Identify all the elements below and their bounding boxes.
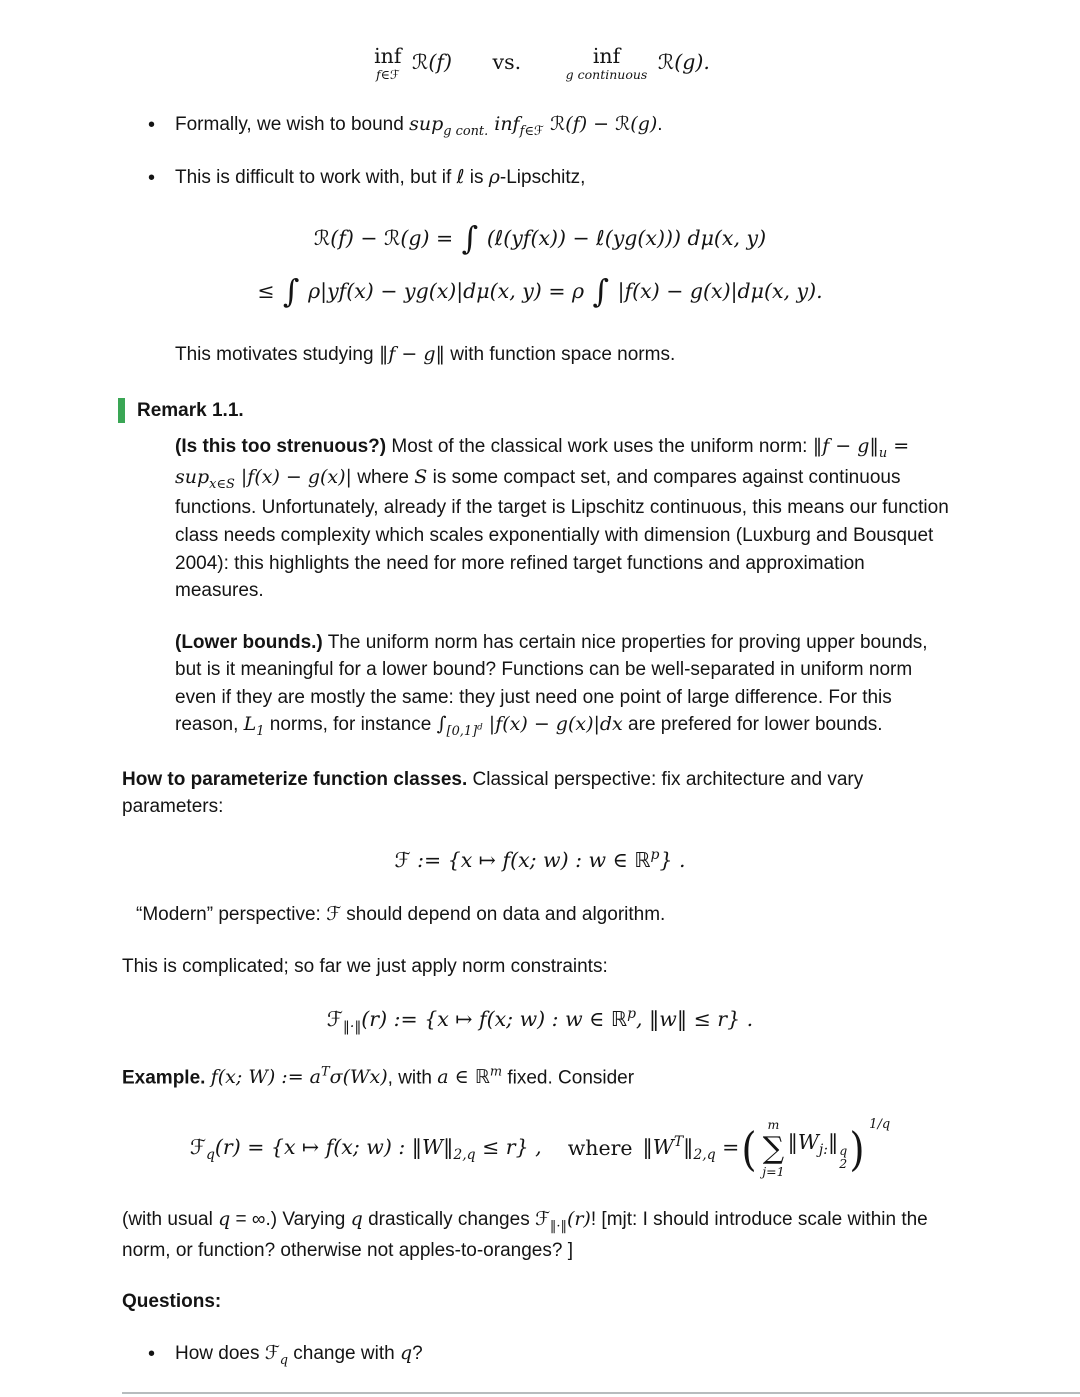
inf-over-f-operator (374, 46, 401, 81)
para-parameterize-heading: How to parameterize function classes. Classical perspective: fix architecture and vary parameters: (122, 768, 864, 818)
lipschitz-line-2: ≤ ∫ ρ|yf(x) − yg(x)|dμ(x, y) = ρ ∫ |f(x) − g(x)|dμ(x, y). (257, 274, 823, 311)
big-paren-open: ( (741, 1121, 757, 1176)
remark-header (122, 397, 958, 425)
risk-g-expression: ℛ(g). (657, 49, 710, 74)
sum-sigma-symbol: ∑ (762, 1130, 785, 1166)
bullet-marker: • (148, 167, 156, 190)
inf-subscript-g: g continuous (565, 66, 648, 82)
bullet-item-formally (122, 111, 958, 142)
inf-subscript-f: f∈ℱ (375, 66, 400, 82)
bottom-divider (122, 1392, 1080, 1394)
inf-over-g-operator (566, 46, 648, 81)
questions-heading: Questions: (122, 1291, 222, 1313)
para-varying-q: (with usual q = ∞.) Varying q drastically changes ℱ$_{‖\cdot‖}$(r)! [mjt: I should introduce scale within the norm, or function? otherwise not apples-to-oranges? ] (122, 1208, 928, 1261)
fq-term-base: $‖W_{j:}‖$ (787, 1129, 839, 1158)
display-math-Fq (122, 1116, 958, 1183)
remark-title: Remark 1.1. (137, 399, 244, 421)
inf-label-2: inf (592, 44, 621, 68)
para-modern-perspective: “Modern” perspective: ℱ should depend on data and algorithm. (136, 903, 666, 926)
fq-term-sub: 2 (839, 1155, 848, 1171)
sum-operator (762, 1119, 784, 1178)
sum-upper-limit: m (767, 1117, 780, 1133)
norm-ball-definition: ℱ$_{‖\cdot‖}$(r) := {x ↦ f(x; w) : w ∈ ℝ$^p$, ‖w‖ ≤ r} . (326, 1006, 754, 1036)
bullet-item-how-does (122, 1340, 958, 1371)
remark-accent-bar (118, 398, 125, 424)
fq-sum-term (788, 1128, 848, 1170)
sum-lower-limit: j=1 (762, 1163, 785, 1179)
vs-label: vs. (492, 49, 522, 74)
para-complicated: This is complicated; so far we just apply norm constraints: (122, 956, 608, 978)
risk-f-expression: ℛ(f) (412, 49, 452, 74)
where-label: where (567, 1136, 633, 1161)
fq-where-math: $‖W^T‖_{2,q}$ = (642, 1134, 740, 1164)
bullet-difficult-text: This is difficult to work with, but if ℓ is ρ-Lipschitz, (175, 166, 586, 189)
bullet-how-does-text: How does ℱ$_q$ change with q? (175, 1341, 423, 1368)
display-math-lipschitz (122, 216, 958, 315)
display-math-norm-ball (122, 1005, 958, 1038)
bullet-item-difficult (122, 164, 958, 193)
bullet-formally-text: Formally, we wish to bound sup$_{g cont.}$ inf$_{f\in ℱ}$ ℛ(f) − ℛ(g). (175, 112, 663, 139)
inf-label: inf (374, 44, 402, 68)
lipschitz-line-1: ℛ(f) − ℛ(g) = ∫ (ℓ(yf(x)) − ℓ(yg(x))) dμ(x, y) (313, 221, 767, 258)
fq-left-expression: ℱ$_q$(r) = {x ↦ f(x; w) : $‖W‖_{2,q} \le r$} , (189, 1134, 542, 1163)
remark-para-strenuous: (Is this too strenuous?) Most of the classical work uses the uniform norm: ‖f − $g‖_u = sup_{x\in S}$ |f(x) − g(x)| where S is some compact set, and compares against continuous functions. Unfortunately, already if the target is Lipschitz continuous, this means our function class needs complexity which scales exponentially with dimension (Luxburg and Bousquet 2004): this highlights the need for more refined target functions and approximation measures. (175, 435, 949, 602)
fq-outer-exponent: 1/q (869, 1116, 891, 1132)
fq-term-scripts (839, 1144, 847, 1170)
para-example: Example. f(x; W) := $a^T\sigma(Wx)$, with a ∈ ℝ$^m$ fixed. Consider (122, 1064, 635, 1089)
fq-term-sup: q (839, 1142, 848, 1158)
bullet-marker: • (148, 1342, 156, 1365)
display-math-class-F (122, 845, 958, 876)
bullet-marker: • (148, 113, 156, 136)
class-F-definition: ℱ := {x ↦ f(x; w) : w ∈ ℝ$^p$} . (394, 846, 686, 872)
big-paren-close: ) (849, 1121, 865, 1176)
para-motivates: This motivates studying ‖f − g‖ with function space norms. (175, 343, 676, 366)
display-math-inf-vs (122, 46, 958, 81)
remark-block (122, 397, 958, 742)
remark-para-lower-bounds: (Lower bounds.) The uniform norm has certain nice properties for proving upper bounds, but is it meaningful for a lower bound? Functions can be well-separated in uniform norm even if they are mostly the same: they just need one point of large difference. For this reason, $L_1$ norms, for instance $\int_{[0,1]^d}$ |f(x) − g(x)|dx are prefered for lower bounds. (175, 631, 928, 740)
